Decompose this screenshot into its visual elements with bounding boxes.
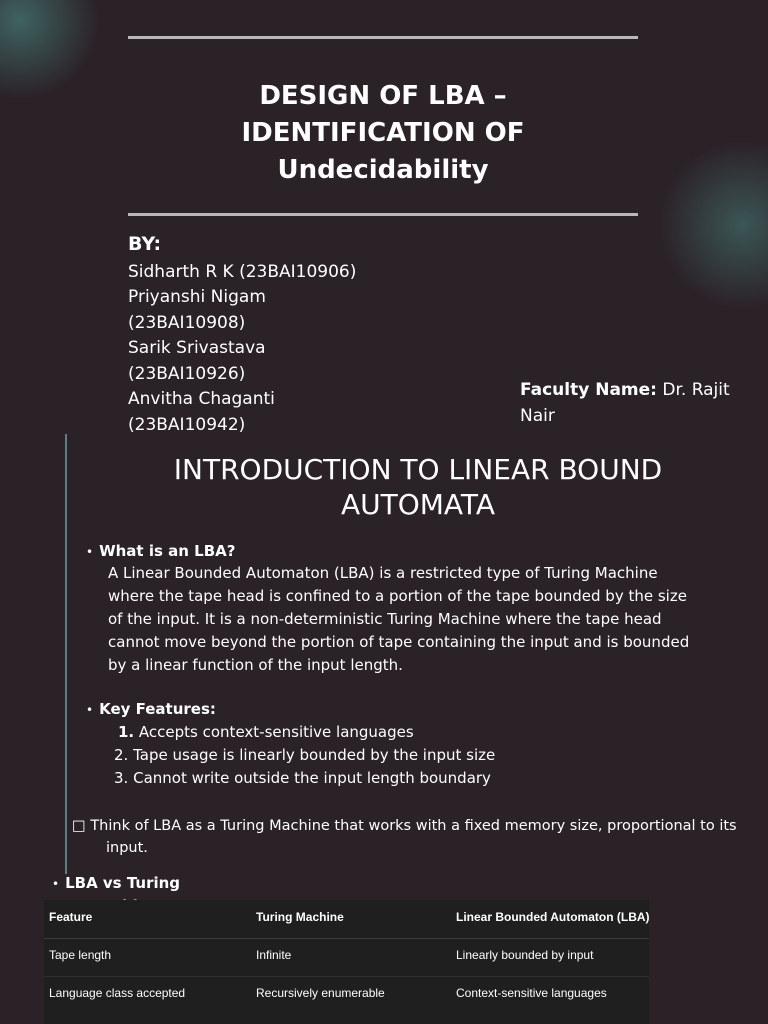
paragraph-line: of the input. It is a non-deterministic Turing Machine where the tape head	[108, 610, 662, 628]
lba-note	[72, 815, 762, 859]
title-line-1: DESIGN OF LBA –	[259, 81, 507, 111]
feature-text: Cannot write outside the input length boundary	[133, 769, 491, 787]
table-header-cell: Linear Bounded Automaton (LBA)	[456, 910, 650, 924]
key-features-label: Key Features:	[99, 700, 216, 718]
title-line-2: IDENTIFICATION OF	[241, 118, 525, 148]
table-row	[44, 976, 649, 1014]
table-header-cell: Feature	[49, 910, 93, 924]
table-cell: Recursively enumerable	[256, 986, 385, 1000]
intro-heading-line-2: AUTOMATA	[340, 488, 495, 521]
feature-item	[114, 744, 495, 767]
table-cell: Tape length	[49, 948, 112, 962]
author-line: (23BAI10908)	[128, 312, 246, 333]
table-header-cell: Turing Machine	[256, 910, 344, 924]
author-line: Sarik Srivastava	[128, 338, 266, 358]
author-line: (23BAI10926)	[128, 363, 246, 384]
bullet-icon: •	[86, 703, 94, 717]
feature-item	[114, 721, 495, 744]
author-line: Priyanshi Nigam	[128, 287, 266, 307]
note-text-cont: input.	[106, 840, 148, 856]
feature-number: 3.	[114, 769, 129, 787]
what-is-lba-label: What is an LBA?	[99, 542, 236, 560]
faculty-name: Dr. Rajit	[662, 380, 730, 400]
intro-heading	[120, 452, 716, 522]
author-line: (23BAI10942)	[128, 414, 246, 435]
comparison-table	[44, 900, 649, 1024]
section-divider-line	[65, 434, 67, 874]
paragraph-line: cannot move beyond the portion of tape containing the input and is bounded	[108, 633, 690, 651]
table-cell: Language class accepted	[49, 986, 186, 1000]
feature-text: Accepts context-sensitive languages	[138, 723, 414, 741]
table-row	[44, 938, 649, 977]
intro-heading-line-1: INTRODUCTION TO LINEAR BOUND	[173, 453, 663, 486]
table-cell: Context-sensitive languages	[456, 986, 607, 1000]
feature-number: 2.	[114, 746, 129, 764]
table-cell: Infinite	[256, 948, 292, 962]
paragraph-line: by a linear function of the input length.	[108, 656, 403, 674]
note-icon: □	[72, 818, 86, 834]
authors-label: BY:	[128, 233, 162, 255]
paragraph-line: A Linear Bounded Automaton (LBA) is a restricted type of Turing Machine	[108, 564, 658, 582]
key-features-list	[114, 721, 495, 790]
faculty-block	[520, 377, 760, 429]
feature-number: 1.	[118, 723, 135, 741]
comparison-label: LBA vs Turing	[65, 874, 181, 892]
table-cell: Linearly bounded by input	[456, 948, 594, 962]
table-header-row	[44, 900, 649, 939]
what-is-lba-paragraph	[108, 562, 748, 677]
key-features-heading	[86, 700, 216, 718]
title-top-rule	[128, 36, 638, 39]
bullet-icon: •	[52, 877, 60, 891]
what-is-lba-heading	[86, 542, 235, 560]
bullet-icon: •	[86, 545, 94, 559]
author-line: Sidharth R K (23BAI10906)	[128, 261, 357, 282]
title-line-3: Undecidability	[277, 155, 489, 185]
author-line: Anvitha Chaganti	[128, 389, 275, 409]
paragraph-line: where the tape head is confined to a portion of the tape bounded by the size	[108, 587, 687, 605]
decorative-glow-top-left	[0, 0, 100, 100]
feature-item	[114, 767, 495, 790]
slide-title	[128, 78, 638, 189]
feature-text: Tape usage is linearly bounded by the input size	[133, 746, 496, 764]
faculty-label: Faculty Name:	[520, 380, 657, 400]
title-bottom-rule	[128, 213, 638, 216]
decorative-glow-right	[658, 140, 768, 310]
note-text: Think of LBA as a Turing Machine that works with a fixed memory size, proportional to its	[90, 818, 737, 834]
faculty-name-cont: Nair	[520, 406, 555, 426]
authors-block	[128, 232, 428, 438]
